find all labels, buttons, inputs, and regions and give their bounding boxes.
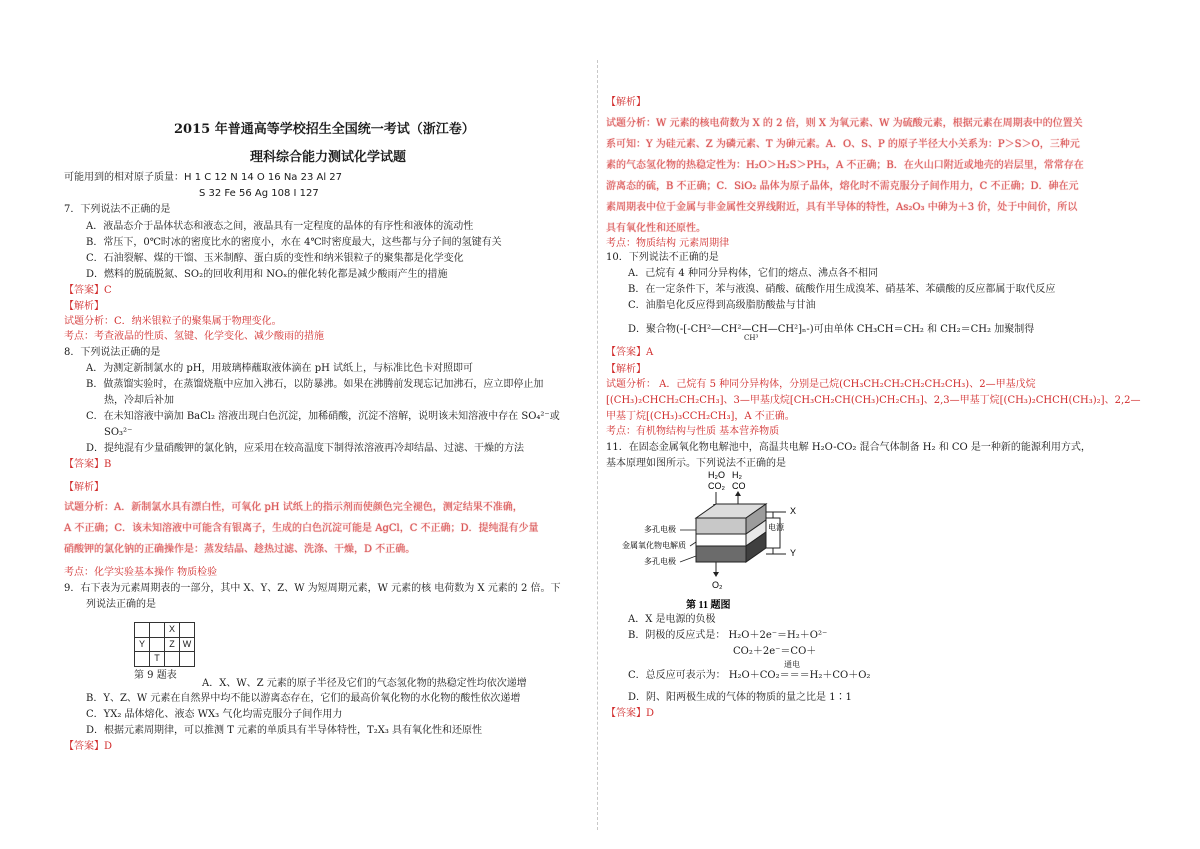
q7-option-d: D．燃料的脱硫脱氮、SO₂的回收利用和 NOₓ的催化转化都是减少酸雨产生的措施	[86, 269, 448, 280]
q8-analysis-2: A 不正确；C．该未知溶液中可能含有银离子，生成的白色沉淀可能是 AgCl，C 不正确；D．提纯混有少量	[64, 523, 539, 534]
q7-option-b: B．常压下，0℃时冰的密度比水的密度小，水在 4℃时密度最大，这些都与分子间的氢键有关	[86, 237, 502, 248]
q8-answer: 【答案】B	[64, 459, 112, 470]
q8-stem: 8．下列说法正确的是	[64, 347, 161, 358]
q10-option-d-substituent: CH³	[744, 334, 759, 342]
cell-t: T	[150, 652, 165, 667]
q10-option-b: B．在一定条件下，苯与液溴、硝酸、硫酸作用生成溴苯、硝基苯、苯磺酸的反应都属于取代反应	[628, 284, 1056, 295]
q8-point: 考点：化学实验基本操作 物质检验	[64, 567, 218, 578]
q9-option-a: A．X、W、Z 元素的原子半径及它们的气态氢化物的热稳定性均依次递增	[202, 678, 527, 689]
label-co: CO	[732, 481, 746, 491]
label-h2: H₂	[732, 470, 742, 480]
q10-analysis-3: 甲基丁烷[(CH₃)₃CCH₂CH₃]，A 不正确。	[606, 411, 795, 422]
label-h2o: H₂O	[708, 470, 725, 480]
q9-stem-2: 列说法正确的是	[86, 599, 156, 610]
paper-subtitle: 理科综合能力测试化学试题	[250, 150, 407, 165]
q11-option-a: A．X 是电源的负极	[628, 614, 716, 625]
atomic-masses-line2: S 32 Fe 56 Ag 108 I 127	[199, 188, 319, 199]
q11-option-b1: B．阴极的反应式是： H₂O＋2e⁻＝H₂＋O²⁻	[628, 630, 828, 641]
column-divider	[597, 60, 598, 830]
q9-analysis-5: 素周期表中位于金属与非金属性交界线附近，具有半导体的特性，As₂O₃ 中砷为＋3 价，处于中间价，所以	[606, 202, 1078, 213]
q10-option-c: C．油脂皂化反应得到高级脂肪酸盐与甘油	[628, 300, 816, 311]
q11-option-c-condition: 通电	[784, 660, 800, 669]
cell-x: X	[165, 623, 180, 638]
q7-analysis-tag: 【解析】	[64, 301, 104, 312]
q10-option-a: A．己烷有 4 种同分异构体，它们的熔点、沸点各不相同	[628, 268, 878, 279]
q8-option-b1: B．做蒸馏实验时，在蒸馏烧瓶中应加入沸石，以防暴沸。如果在沸腾前发现忘记加沸石，应立即停止加	[86, 379, 544, 390]
label-porous-electrode-top: 多孔电极	[644, 525, 676, 534]
q9-option-b: B．Y、Z、W 元素在自然界中均不能以游离态存在，它们的最高价氧化物的水化物的酸性依次递增	[86, 693, 521, 704]
q9-stem-1: 9．右下表为元素周期表的一部分，其中 X、Y、Z、W 为短周期元素，W 元素的核 电荷数为 X 元素的 2 倍。下	[64, 583, 561, 594]
q7-point: 考点：考查液晶的性质、氢键、化学变化、减少酸雨的措施	[64, 331, 324, 342]
paper-title: 2015 年普通高等学校招生全国统一考试（浙江卷）	[174, 122, 475, 137]
q9-analysis-3: 素的气态氢化物的热稳定性为：H₂O＞H₂S＞PH₃，A 不正确；B．在火山口附近或地壳的岩层里，常常存在	[606, 160, 1084, 171]
q9-analysis-1: 试题分析：W 元素的核电荷数为 X 的 2 倍，则 X 为氧元素、W 为硫酸元素，根据元素在周期表中的位置关	[606, 118, 1083, 129]
label-porous-electrode-bottom: 多孔电极	[644, 557, 676, 566]
q10-analysis-2: [(CH₃)₂CHCH₂CH₂CH₃]、3—甲基戊烷[CH₃CH₂CH(CH₃)CH₂CH₃]、2,3—甲基丁烷[(CH₃)₂CHCH(CH₃)₂]、2,2—	[606, 395, 1141, 406]
q8-analysis-tag: 【解析】	[64, 482, 104, 493]
q7-option-a: A．液晶态介于晶体状态和液态之间，液晶具有一定程度的晶体的有序性和液体的流动性	[86, 221, 474, 232]
q10-point: 考点：有机物结构与性质 基本营养物质	[606, 426, 780, 437]
q10-analysis-tag: 【解析】	[606, 364, 646, 375]
label-x: X	[790, 506, 797, 516]
label-co2: CO₂	[708, 481, 725, 491]
q8-option-b2: 热，冷却后补加	[104, 395, 174, 406]
q10-answer: 【答案】A	[606, 347, 654, 358]
q9-point: 考点：物质结构 元素周期律	[606, 238, 730, 249]
q9-analysis-tag: 【解析】	[606, 97, 646, 108]
q9-table-caption: 第 9 题表	[134, 670, 177, 681]
q7-answer: 【答案】C	[64, 285, 112, 296]
q7-option-c: C．石油裂解、煤的干馏、玉米制醇、蛋白质的变性和纳米银粒子的聚集都是化学变化	[86, 253, 464, 264]
q10-analysis-1: 试题分析： A．己烷有 5 种同分异构体，分别是己烷(CH₃CH₂CH₂CH₂CH₂CH₃)、2—甲基戊烷	[606, 379, 1036, 390]
q11-stem-2: 基本原理如图所示。下列说法不正确的是	[606, 458, 786, 469]
q9-analysis-6: 具有氧化性和还原性。	[606, 223, 706, 234]
q8-option-c2: SO₃²⁻	[104, 427, 133, 438]
label-power: 电源	[768, 523, 784, 532]
cell-z: Z	[165, 637, 180, 652]
electrolysis-cell-figure	[606, 468, 846, 618]
q10-stem: 10．下列说法不正确的是	[606, 252, 719, 263]
periodic-table-fragment	[134, 622, 195, 667]
q11-stem-1: 11．在固态金属氧化物电解池中，高温共电解 H₂O-CO₂ 混合气体制备 H₂ 和 CO 是一种新的能源利用方式，	[606, 442, 1091, 453]
q9-analysis-4: 游离态的硫，B 不正确；C．SiO₂ 晶体为原子晶体，熔化时不需克服分子间作用力，C 不正确；D．砷在元	[606, 181, 1079, 192]
q8-option-d: D．提纯混有少量硝酸钾的氯化钠，应采用在较高温度下制得浓溶液再冷却结晶、过滤、干燥的方法	[86, 443, 525, 454]
q7-analysis: 试题分析：C．纳米银粒子的聚集属于物理变化。	[64, 316, 282, 327]
q11-answer: 【答案】D	[606, 708, 655, 719]
label-electrolyte: 金属氧化物电解质	[622, 541, 686, 550]
q8-option-c1: C．在未知溶液中滴加 BaCl₂ 溶液出现白色沉淀，加稀硝酸，沉淀不溶解，说明该未知溶液中存在 SO₄²⁻或	[86, 411, 560, 422]
cell-y: Y	[135, 637, 150, 652]
cell-w: W	[180, 637, 195, 652]
q11-figure-caption: 第 11 题图	[686, 600, 731, 611]
q11-option-d: D．阴、阳两极生成的气体的物质的量之比是 1∶1	[628, 692, 852, 703]
label-y: Y	[790, 548, 797, 558]
q7-stem: 7．下列说法不正确的是	[64, 204, 171, 215]
q9-analysis-2: 系可知：Y 为硅元素、Z 为磷元素、T 为砷元素。A．O、S、P 的原子半径大小关系为：P＞S＞O，三种元	[606, 139, 1080, 150]
q11-option-b2: CO₂＋2e⁻＝CO＋	[733, 646, 817, 657]
q8-option-a: A．为测定新制氯水的 pH，用玻璃棒蘸取液体滴在 pH 试纸上，与标准比色卡对照即可	[86, 363, 474, 374]
q9-option-d: D．根据元素周期律，可以推测 T 元素的单质具有半导体特性，T₂X₃ 具有氧化性和还原性	[86, 725, 483, 736]
q11-option-c: C．总反应可表示为： H₂O＋CO₂＝＝＝H₂＋CO＋O₂	[628, 670, 871, 681]
label-o2: O₂	[712, 580, 723, 590]
atomic-masses-line1: 可能用到的相对原子质量：H 1 C 12 N 14 O 16 Na 23 Al 27	[64, 172, 343, 183]
q8-analysis-3: 硝酸钾的氯化钠的正确操作是：蒸发结晶、趁热过滤、洗涤、干燥，D 不正确。	[64, 544, 416, 555]
q10-option-d: D．聚合物(-[-CH²—CH²—CH—CH²]ₙ-)可由单体 CH₃CH＝CH₂ 和 CH₂＝CH₂ 加聚制得	[628, 324, 1035, 335]
q9-option-c: C．YX₂ 晶体熔化、液态 WX₃ 气化均需克服分子间作用力	[86, 709, 343, 720]
q8-analysis-1: 试题分析：A．新制氯水具有漂白性，可氧化 pH 试纸上的指示剂而使颜色完全褪色，测定结果不准确，	[64, 502, 523, 513]
q9-answer: 【答案】D	[64, 741, 113, 752]
